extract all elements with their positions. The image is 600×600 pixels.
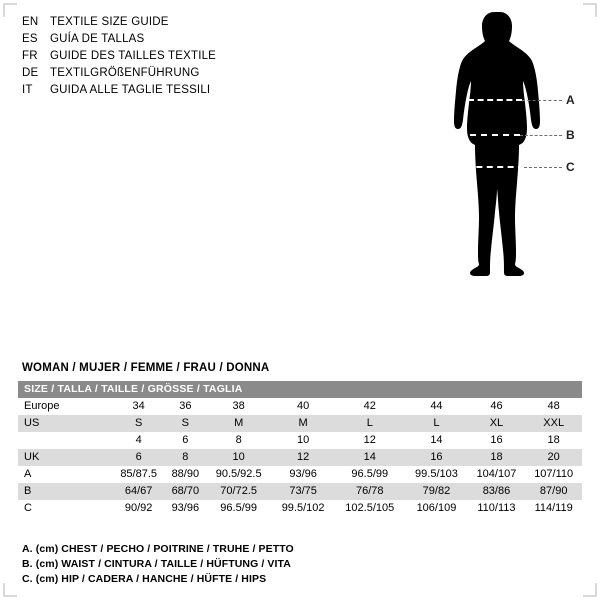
title-row-en [22, 14, 322, 31]
cell: XL [468, 415, 526, 432]
row-label-europe: Europe [18, 398, 112, 415]
cell: M [272, 415, 334, 432]
title-lang-en: EN [22, 16, 39, 28]
measure-line-chest [468, 99, 522, 101]
row-label-us-numeric [18, 432, 112, 449]
measure-label-b: B [566, 128, 575, 142]
cell: 12 [272, 449, 334, 466]
table-row [18, 483, 582, 500]
cell: 96.5/99 [205, 500, 272, 517]
cell: 38 [205, 398, 272, 415]
corner-mark-top-right [583, 3, 597, 17]
cell: 73/75 [272, 483, 334, 500]
corner-mark-bottom-left [3, 583, 17, 597]
title-text-es: GUÍA DE TALLAS [50, 33, 145, 45]
leader-line-b [520, 135, 562, 136]
cell: 6 [165, 432, 205, 449]
row-label-a: A [18, 466, 112, 483]
cell: L [405, 415, 467, 432]
cell: 8 [205, 432, 272, 449]
cell: 46 [468, 398, 526, 415]
cell: 18 [525, 432, 582, 449]
cell: 68/70 [165, 483, 205, 500]
title-text-de: TEXTILGRÖßENFÜHRUNG [50, 67, 200, 79]
row-label-b: B [18, 483, 112, 500]
cell: 14 [334, 449, 405, 466]
measure-line-waist [470, 134, 520, 136]
cell: 20 [525, 449, 582, 466]
table-row [18, 500, 582, 517]
legend-note-b: B. (cm) WAIST / CINTURA / TAILLE / HÜFTUNG / VITA [22, 558, 291, 570]
title-lang-fr: FR [22, 50, 38, 62]
cell: 70/72.5 [205, 483, 272, 500]
cell: 64/67 [112, 483, 165, 500]
title-row-es [22, 31, 322, 48]
cell: 10 [205, 449, 272, 466]
cell: S [112, 415, 165, 432]
cell: 99.5/103 [405, 466, 467, 483]
row-label-us: US [18, 415, 112, 432]
row-label-c: C [18, 500, 112, 517]
cell: L [334, 415, 405, 432]
table-row [18, 466, 582, 483]
cell: 4 [112, 432, 165, 449]
cell: 18 [468, 449, 526, 466]
cell: 36 [165, 398, 205, 415]
cell: 85/87.5 [112, 466, 165, 483]
title-text-it: GUIDA ALLE TAGLIE TESSILI [50, 84, 211, 96]
cell: 90.5/92.5 [205, 466, 272, 483]
measure-label-c: C [566, 160, 575, 174]
cell: 104/107 [468, 466, 526, 483]
woman-silhouette-figure [430, 8, 575, 368]
measurement-legend [22, 542, 294, 587]
title-row-it [22, 82, 322, 99]
legend-note-c: C. (cm) HIP / CADERA / HANCHE / HÜFTE / HIPS [22, 573, 267, 585]
woman-body-icon [430, 8, 560, 368]
title-lang-it: IT [22, 84, 33, 96]
cell: M [205, 415, 272, 432]
table-row [18, 432, 582, 449]
cell: 88/90 [165, 466, 205, 483]
cell: 79/82 [405, 483, 467, 500]
table-header-label: SIZE / TALLA / TAILLE / GRÖSSE / TAGLIA [18, 381, 582, 398]
cell: 10 [272, 432, 334, 449]
title-text-fr: GUIDE DES TAILLES TEXTILE [50, 50, 217, 62]
cell: 44 [405, 398, 467, 415]
corner-mark-top-left [3, 3, 17, 17]
title-text-en: TEXTILE SIZE GUIDE [50, 16, 169, 28]
cell: 93/96 [165, 500, 205, 517]
cell: 76/78 [334, 483, 405, 500]
cell: 87/90 [525, 483, 582, 500]
title-block [22, 14, 322, 99]
cell: 14 [405, 432, 467, 449]
cell: 106/109 [405, 500, 467, 517]
measure-line-hip [466, 166, 524, 168]
table-row [18, 415, 582, 432]
cell: 96.5/99 [334, 466, 405, 483]
cell: 42 [334, 398, 405, 415]
table-row [18, 449, 582, 466]
title-row-fr [22, 48, 322, 65]
leader-line-c [524, 167, 562, 168]
cell: 114/119 [525, 500, 582, 517]
cell: 16 [468, 432, 526, 449]
cell: 48 [525, 398, 582, 415]
measure-label-a: A [566, 93, 575, 107]
cell: 102.5/105 [334, 500, 405, 517]
table-row [18, 398, 582, 415]
size-table [18, 381, 582, 517]
cell: 12 [334, 432, 405, 449]
title-lang-de: DE [22, 67, 39, 79]
cell: 99.5/102 [272, 500, 334, 517]
cell: 83/86 [468, 483, 526, 500]
row-label-uk: UK [18, 449, 112, 466]
table-header-row [18, 381, 582, 398]
cell: 40 [272, 398, 334, 415]
cell: 16 [405, 449, 467, 466]
cell: 90/92 [112, 500, 165, 517]
leader-line-a [522, 100, 562, 101]
corner-mark-bottom-right [583, 583, 597, 597]
cell: 34 [112, 398, 165, 415]
cell: 93/96 [272, 466, 334, 483]
cell: S [165, 415, 205, 432]
cell: XXL [525, 415, 582, 432]
cell: 110/113 [468, 500, 526, 517]
title-row-de [22, 65, 322, 82]
section-heading-woman: WOMAN / MUJER / FEMME / FRAU / DONNA [22, 362, 270, 374]
cell: 6 [112, 449, 165, 466]
title-lang-es: ES [22, 33, 38, 45]
legend-note-a: A. (cm) CHEST / PECHO / POITRINE / TRUHE / PETTO [22, 543, 294, 555]
cell: 107/110 [525, 466, 582, 483]
cell: 8 [165, 449, 205, 466]
